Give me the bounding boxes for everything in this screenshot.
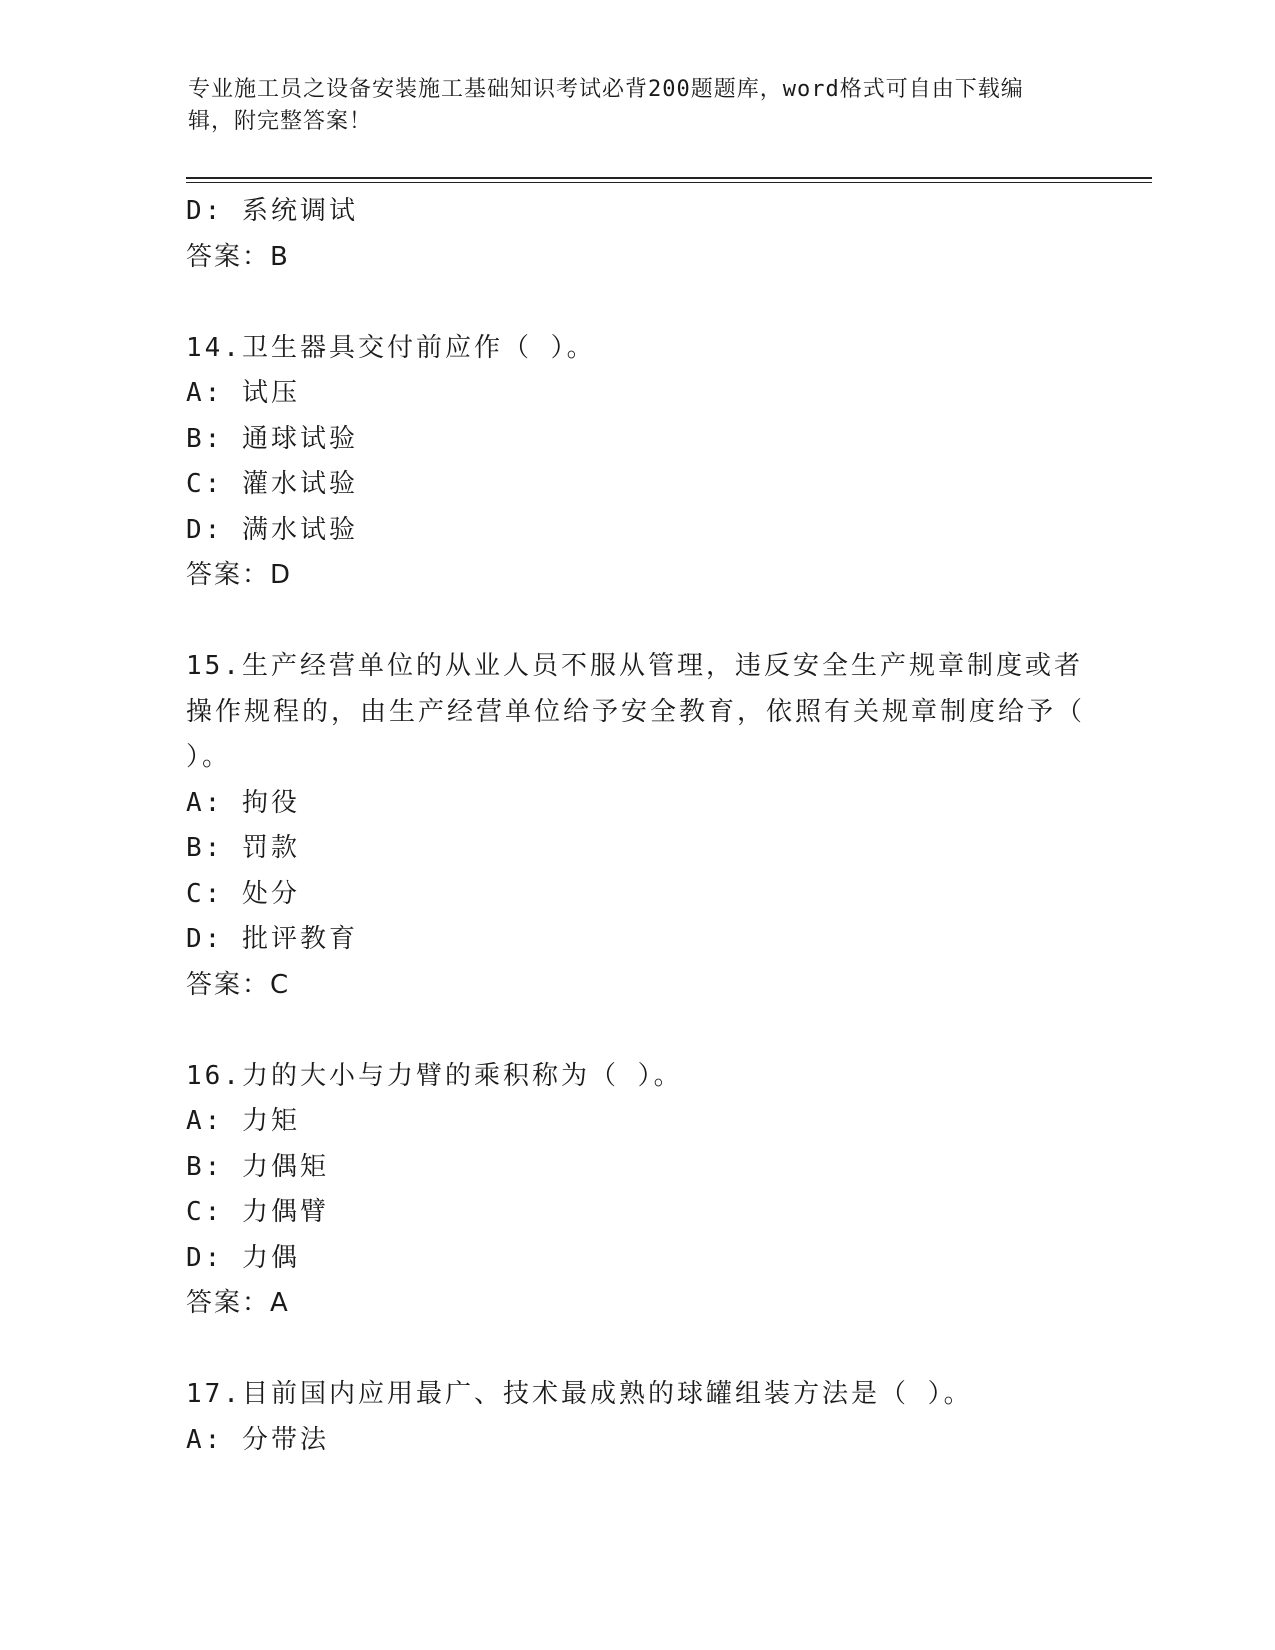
question-text: 14.卫生器具交付前应作（ ）。 [186, 332, 596, 363]
answer-line: 答案：B [186, 241, 290, 272]
option-d: D: 批评教育 [186, 924, 358, 954]
question-text: 17.目前国内应用最广、技术最成熟的球罐组装方法是（ ）。 [186, 1379, 973, 1409]
option-a: A: 分带法 [186, 1424, 329, 1455]
option-c: C: 处分 [186, 878, 300, 909]
option-a: A: 试压 [186, 378, 300, 408]
answer-line: 答案：D [186, 560, 293, 590]
spacer [186, 599, 1086, 645]
question-text: 16.力的大小与力臂的乘积称为（ ）。 [186, 1060, 683, 1091]
header-divider-thin [186, 182, 1152, 183]
spacer [186, 1327, 1086, 1373]
answer-line: 答案：A [186, 1288, 290, 1318]
option-d: D: 系统调试 [186, 196, 358, 226]
option-c: C: 灌水试验 [186, 469, 358, 499]
question-16 [186, 1054, 1086, 1327]
document-header: 专业施工员之设备安装施工基础知识考试必背200题题库，word格式可自由下载编辑，附完整答案！ [188, 77, 1024, 134]
option-c: C: 力偶臂 [186, 1197, 329, 1227]
option-d: D: 满水试验 [186, 514, 358, 545]
spacer [186, 1008, 1086, 1054]
question-15 [186, 644, 1086, 1008]
spacer [186, 280, 1086, 326]
question-14 [186, 326, 1086, 599]
question-text: 15.生产经营单位的从业人员不服从管理，违反安全生产规章制度或者操作规程的，由生产经营单位给予安全教育，依照有关规章制度给予（ ）。 [186, 651, 1086, 772]
question-list [186, 189, 1086, 1463]
option-b: B: 罚款 [186, 833, 300, 863]
option-a: A: 拘役 [186, 787, 300, 818]
header-divider-thick [186, 177, 1152, 179]
answer-line: 答案：C [186, 969, 291, 1000]
option-d: D: 力偶 [186, 1242, 300, 1273]
option-b: B: 通球试验 [186, 423, 358, 454]
question-17 [186, 1372, 1086, 1463]
option-b: B: 力偶矩 [186, 1151, 329, 1182]
option-a: A: 力矩 [186, 1106, 300, 1136]
